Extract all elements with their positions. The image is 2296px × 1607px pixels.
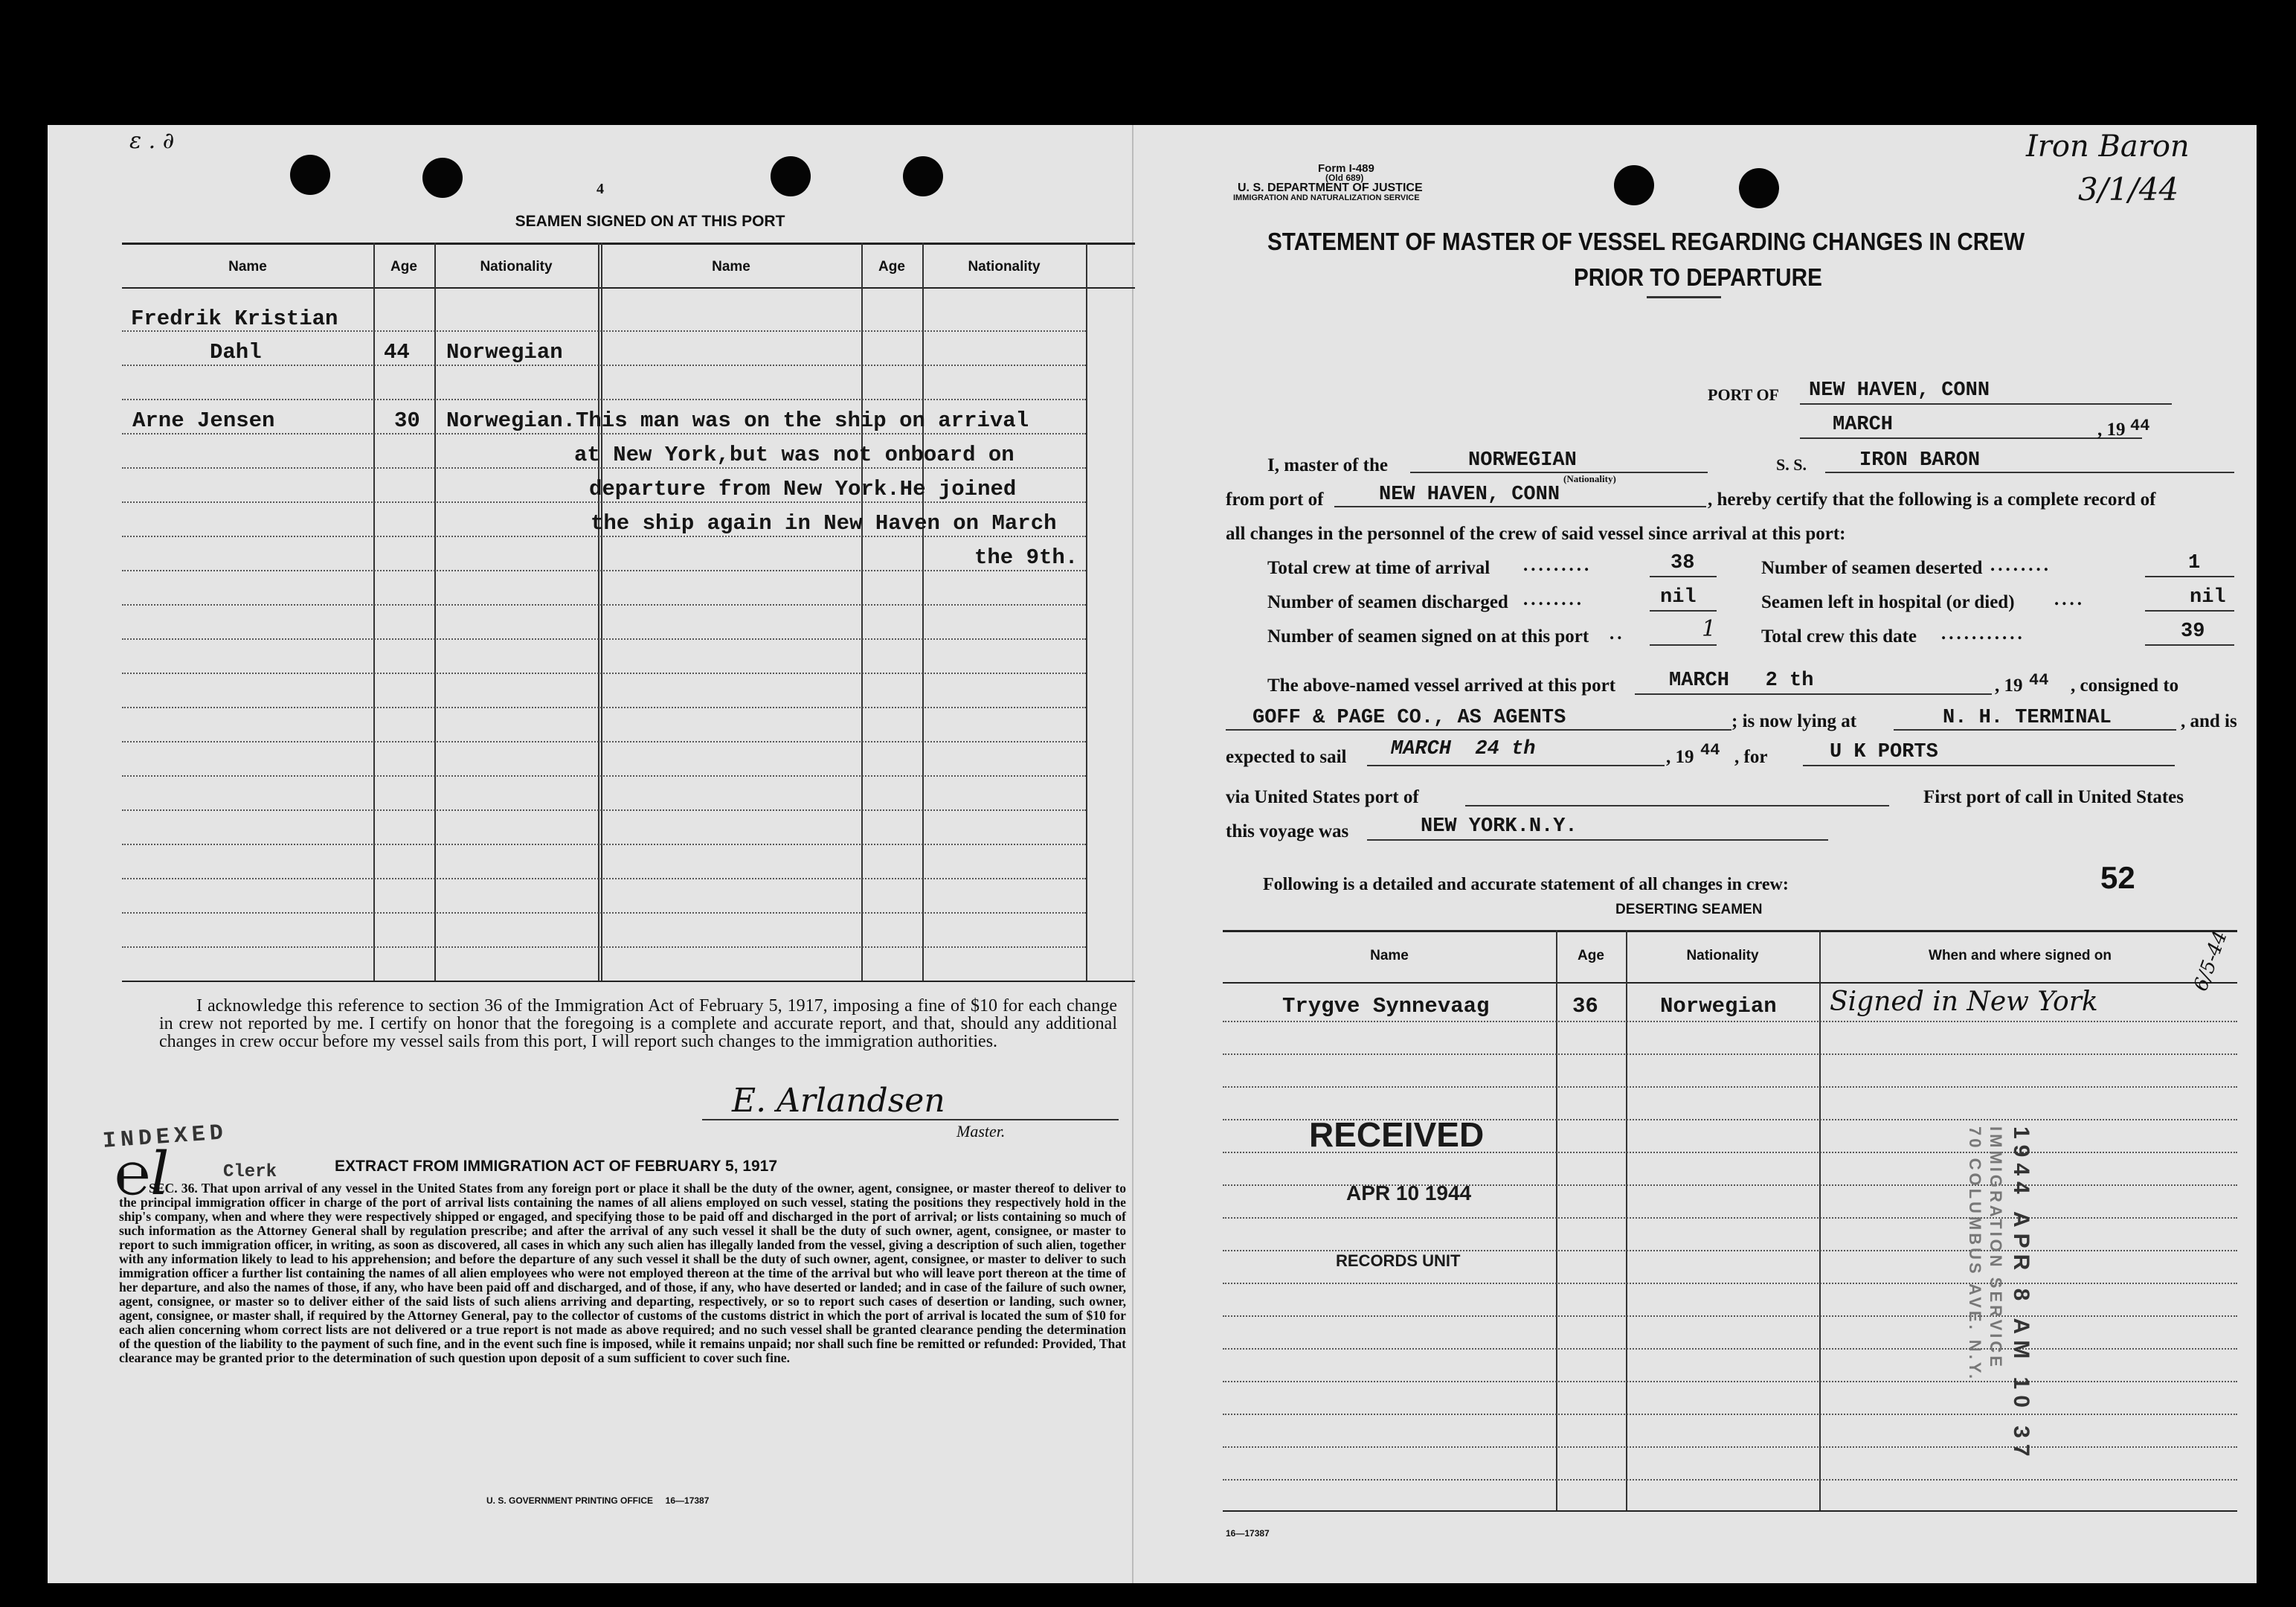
- form-old: (Old 689): [1325, 173, 1364, 183]
- deserting-col-nationality: Nationality: [1686, 948, 1759, 963]
- port-label: PORT OF: [1708, 385, 1779, 404]
- right-title-line2: PRIOR TO DEPARTURE: [1574, 263, 1822, 291]
- year-value: 44: [2130, 417, 2150, 435]
- first-port-text: First port of call in United States: [1923, 787, 2184, 807]
- master-signature: E. Arlandsen: [732, 1082, 945, 1120]
- indexed-stamp: INDEXED: [102, 1120, 229, 1155]
- arrived-year-prefix: , 19: [1995, 676, 2023, 696]
- printing-office: U. S. GOVERNMENT PRINTING OFFICE 16—17387: [486, 1495, 710, 1506]
- from-port-value: NEW HAVEN, CONN: [1379, 484, 1560, 506]
- col-header-name: Name: [228, 259, 267, 275]
- records-unit: RECORDS UNIT: [1336, 1251, 1461, 1270]
- extract-text: SEC. 36. That upon arrival of any vessel in the United States from any foreign port or place it shall be the duty of the owner, agent, consignee, or master thereof to deliver to the principal immigration officer in charge of the port of arrival lists containing the names of all aliens employed on such vessel, stating the positions they respectively hold in the ship's company, when and where they were respectively shipped or engaged, and specifying those to be paid off and discharged in the port of arrival; or lists containing so much of such information as the Attorney General shall by regulation prescribe; and after the arrival of any such vessel it shall be the duty of such owner, agent, consignee, or master to report to such immigration officer, in writing, as soon as discovered, all cases in which any such alien has illegally landed from the vessel, giving a description of such alien, together with any information likely to lead to his apprehension; and before the departure of any such vessel it shall be the duty of such owner, agent, consignee, or master to deliver to such immigration officer a further list containing the names of all alien employees who were not employed thereon at the time of the arrival but who will leave port thereon at the time of her departure, and also the names of those, if any, who have been paid off and discharged, and of those, if any, who have deserted or landed; and in case of the failure of such owner, agent, consignee, or master so to deliver either of the said lists of such aliens arriving and departing, respectively, or so to report such cases of desertion or landing, such owner, agent, consignee, or master shall, if required by the Attorney General, pay to the collector of customs of the customs district in which the port of arrival is located the sum of $10 for each alien concerning whom correct lists are not delivered or a true report is not made as above required; and no such vessel shall be granted clearance pending the determination of the question of the liability to the payment of such fine, and in the event such fine is imposed, while it remains unpaid; nor shall such fine be remitted or refunded: Provided, That clearance may be granted prior to the determination of such question upon deposit of a sum sufficient to cover such fine.: [119, 1181, 1126, 1365]
- nationality-caption: (Nationality): [1563, 473, 1616, 484]
- deserter-nationality: Norwegian: [1660, 994, 1777, 1019]
- page-code: 52: [2100, 860, 2135, 895]
- document-sheet: [48, 125, 2257, 1583]
- sail-year-prefix: , 19: [1666, 747, 1694, 767]
- department: U. S. DEPARTMENT OF JUSTICE: [1238, 182, 1423, 194]
- page-number: 4: [596, 181, 604, 197]
- deserting-col-signed-on: When and where signed on: [1929, 948, 2112, 963]
- all-changes-text: all changes in the personnel of the crew of said vessel since arrival at this port:: [1226, 524, 1846, 544]
- deserter-name: Trygve Synnevaag: [1282, 994, 1490, 1019]
- hospital-label: Seamen left in hospital (or died): [1761, 592, 2015, 612]
- col-header-nationality: Nationality: [480, 259, 553, 275]
- remark-line-2: at New York,but was not onboard on: [574, 443, 1014, 467]
- remark-line-4: the ship again in New Haven on March: [591, 511, 1057, 536]
- title-underline: [1647, 296, 1721, 298]
- corner-note-line1: Iron Baron: [2026, 129, 2190, 164]
- dot-leader: ........: [1990, 555, 2051, 575]
- punch-hole: [771, 156, 811, 196]
- received-date: APR 10 1944: [1346, 1181, 1472, 1205]
- received-stamp: RECEIVED: [1309, 1115, 1485, 1154]
- deserting-title: DESERTING SEAMEN: [1615, 902, 1763, 917]
- port-value: NEW HAVEN, CONN: [1809, 379, 1990, 402]
- following-text: Following is a detailed and accurate statement of all changes in crew:: [1263, 875, 1789, 894]
- signature-line: [702, 1119, 1119, 1120]
- via-text: via United States port of: [1226, 787, 1419, 807]
- deserting-col-age: Age: [1578, 948, 1604, 963]
- entry-2-age: 30: [394, 408, 420, 433]
- print-code: 16—17387: [1226, 1528, 1270, 1539]
- clerk-label: Clerk: [223, 1162, 277, 1182]
- col-header-nationality-2: Nationality: [968, 259, 1041, 275]
- clerk-initials: ℮l: [115, 1139, 170, 1208]
- discharged-label: Number of seamen discharged: [1267, 592, 1508, 612]
- acknowledgement-text: I acknowledge this reference to section 36 of the Immigration Act of February 5, 1917, imposing a fine of $10 for each change in crew not reported by me. I certify on honor that the foregoing is a complete and accurate report, and that, should any additional changes in crew occur before my vessel sails from this port, I will report such changes to the immigration authorities.: [159, 996, 1117, 1051]
- vertical-stamp-date: 1944 APR 8 AM 10 37: [2009, 1126, 2033, 1463]
- for-text: , for: [1734, 747, 1768, 767]
- vertical-stamp-address: 70 COLUMBUS AVE. N.Y.: [1966, 1126, 1984, 1382]
- entry-2-nationality: Norwegian.: [446, 408, 576, 433]
- hospital-value: nil: [2190, 586, 2226, 609]
- year-prefix: , 19: [2097, 420, 2126, 440]
- punch-hole: [422, 158, 463, 198]
- entry-1-age: 44: [384, 340, 410, 365]
- destination: U K PORTS: [1830, 741, 1938, 763]
- deserter-age: 36: [1572, 994, 1598, 1019]
- dot-leader: ....: [2054, 589, 2085, 609]
- service: IMMIGRATION AND NATURALIZATION SERVICE: [1233, 193, 1420, 202]
- certify-text: , hereby certify that the following is a complete record of: [1708, 490, 2156, 510]
- consigned-text: , consigned to: [2071, 676, 2179, 696]
- master-of-label: I, master of the: [1267, 455, 1388, 475]
- punch-hole: [903, 156, 943, 196]
- sail-year: 44: [1700, 741, 1720, 760]
- total-crew-arrival-value: 38: [1670, 552, 1695, 574]
- punch-hole: [290, 155, 330, 195]
- entry-1-nationality: Norwegian: [446, 340, 563, 365]
- entry-1-name-line2: Dahl: [210, 340, 262, 365]
- deserter-signed-date: 6/5-44: [2190, 928, 2232, 995]
- remark-line-1: This man was on the ship on arrival: [576, 408, 1029, 433]
- deserter-signed-on: Signed in New York: [1830, 987, 2098, 1017]
- entry-2-name: Arne Jensen: [132, 408, 275, 433]
- right-title-line1: STATEMENT OF MASTER OF VESSEL REGARDING CHANGES IN CREW: [1267, 228, 2025, 255]
- extract-title: EXTRACT FROM IMMIGRATION ACT OF FEBRUARY 5, 1917: [335, 1158, 778, 1175]
- consignee: GOFF & PAGE CO., AS AGENTS: [1252, 707, 1566, 729]
- date-value: MARCH: [1833, 414, 1894, 436]
- expected-text: expected to sail: [1226, 747, 1347, 767]
- lying-text: ; is now lying at: [1731, 711, 1857, 731]
- dot-leader: ...........: [1941, 623, 2025, 644]
- col-header-age-2: Age: [878, 259, 905, 275]
- dot-leader: ........: [1523, 589, 1584, 609]
- dot-leader: ..: [1610, 623, 1625, 644]
- form-number: Form I-489: [1318, 162, 1374, 175]
- signed-on-label: Number of seamen signed on at this port: [1267, 626, 1589, 647]
- col-header-age: Age: [390, 259, 417, 275]
- page-fold: [1132, 125, 1133, 1583]
- from-port-label: from port of: [1226, 490, 1324, 510]
- master-label: Master.: [956, 1122, 1006, 1141]
- discharged-value: nil: [1660, 586, 1697, 609]
- entry-1-name-line1: Fredrik Kristian: [131, 307, 338, 331]
- remark-line-3: departure from New York.He joined: [589, 477, 1017, 501]
- arrived-value: MARCH 2 th: [1669, 670, 1814, 692]
- punch-hole: [1614, 165, 1654, 205]
- voyage-text: this voyage was: [1226, 821, 1349, 841]
- vertical-stamp-service: IMMIGRATION SERVICE: [1987, 1126, 2005, 1370]
- arrived-year: 44: [2029, 671, 2049, 690]
- ss-label: S. S.: [1776, 455, 1807, 474]
- top-scribble: ε . ∂: [129, 128, 175, 154]
- remark-line-5: the 9th.: [974, 545, 1078, 570]
- voyage-value: NEW YORK.N.Y.: [1421, 815, 1578, 838]
- arrived-text: The above-named vessel arrived at this port: [1267, 676, 1616, 696]
- total-crew-arrival-label: Total crew at time of arrival: [1267, 558, 1491, 578]
- ship-name: IRON BARON: [1859, 449, 1981, 472]
- lying-value: N. H. TERMINAL: [1943, 707, 2112, 729]
- signed-on-value: 1: [1702, 616, 1717, 642]
- and-is-text: , and is: [2181, 711, 2237, 731]
- punch-hole: [1739, 168, 1779, 208]
- corner-note-line2: 3/1/44: [2078, 171, 2179, 208]
- deserted-value: 1: [2188, 552, 2201, 574]
- nationality-value: NORWEGIAN: [1468, 449, 1577, 472]
- deserting-col-name: Name: [1370, 948, 1409, 963]
- total-today-label: Total crew this date: [1761, 626, 1917, 647]
- dot-leader: .........: [1523, 555, 1592, 575]
- sail-value: MARCH 24 th: [1391, 738, 1536, 760]
- deserted-label: Number of seamen deserted: [1761, 558, 1983, 578]
- left-page-title: SEAMEN SIGNED ON AT THIS PORT: [515, 213, 785, 230]
- col-header-name-2: Name: [712, 259, 750, 275]
- total-today-value: 39: [2181, 620, 2205, 643]
